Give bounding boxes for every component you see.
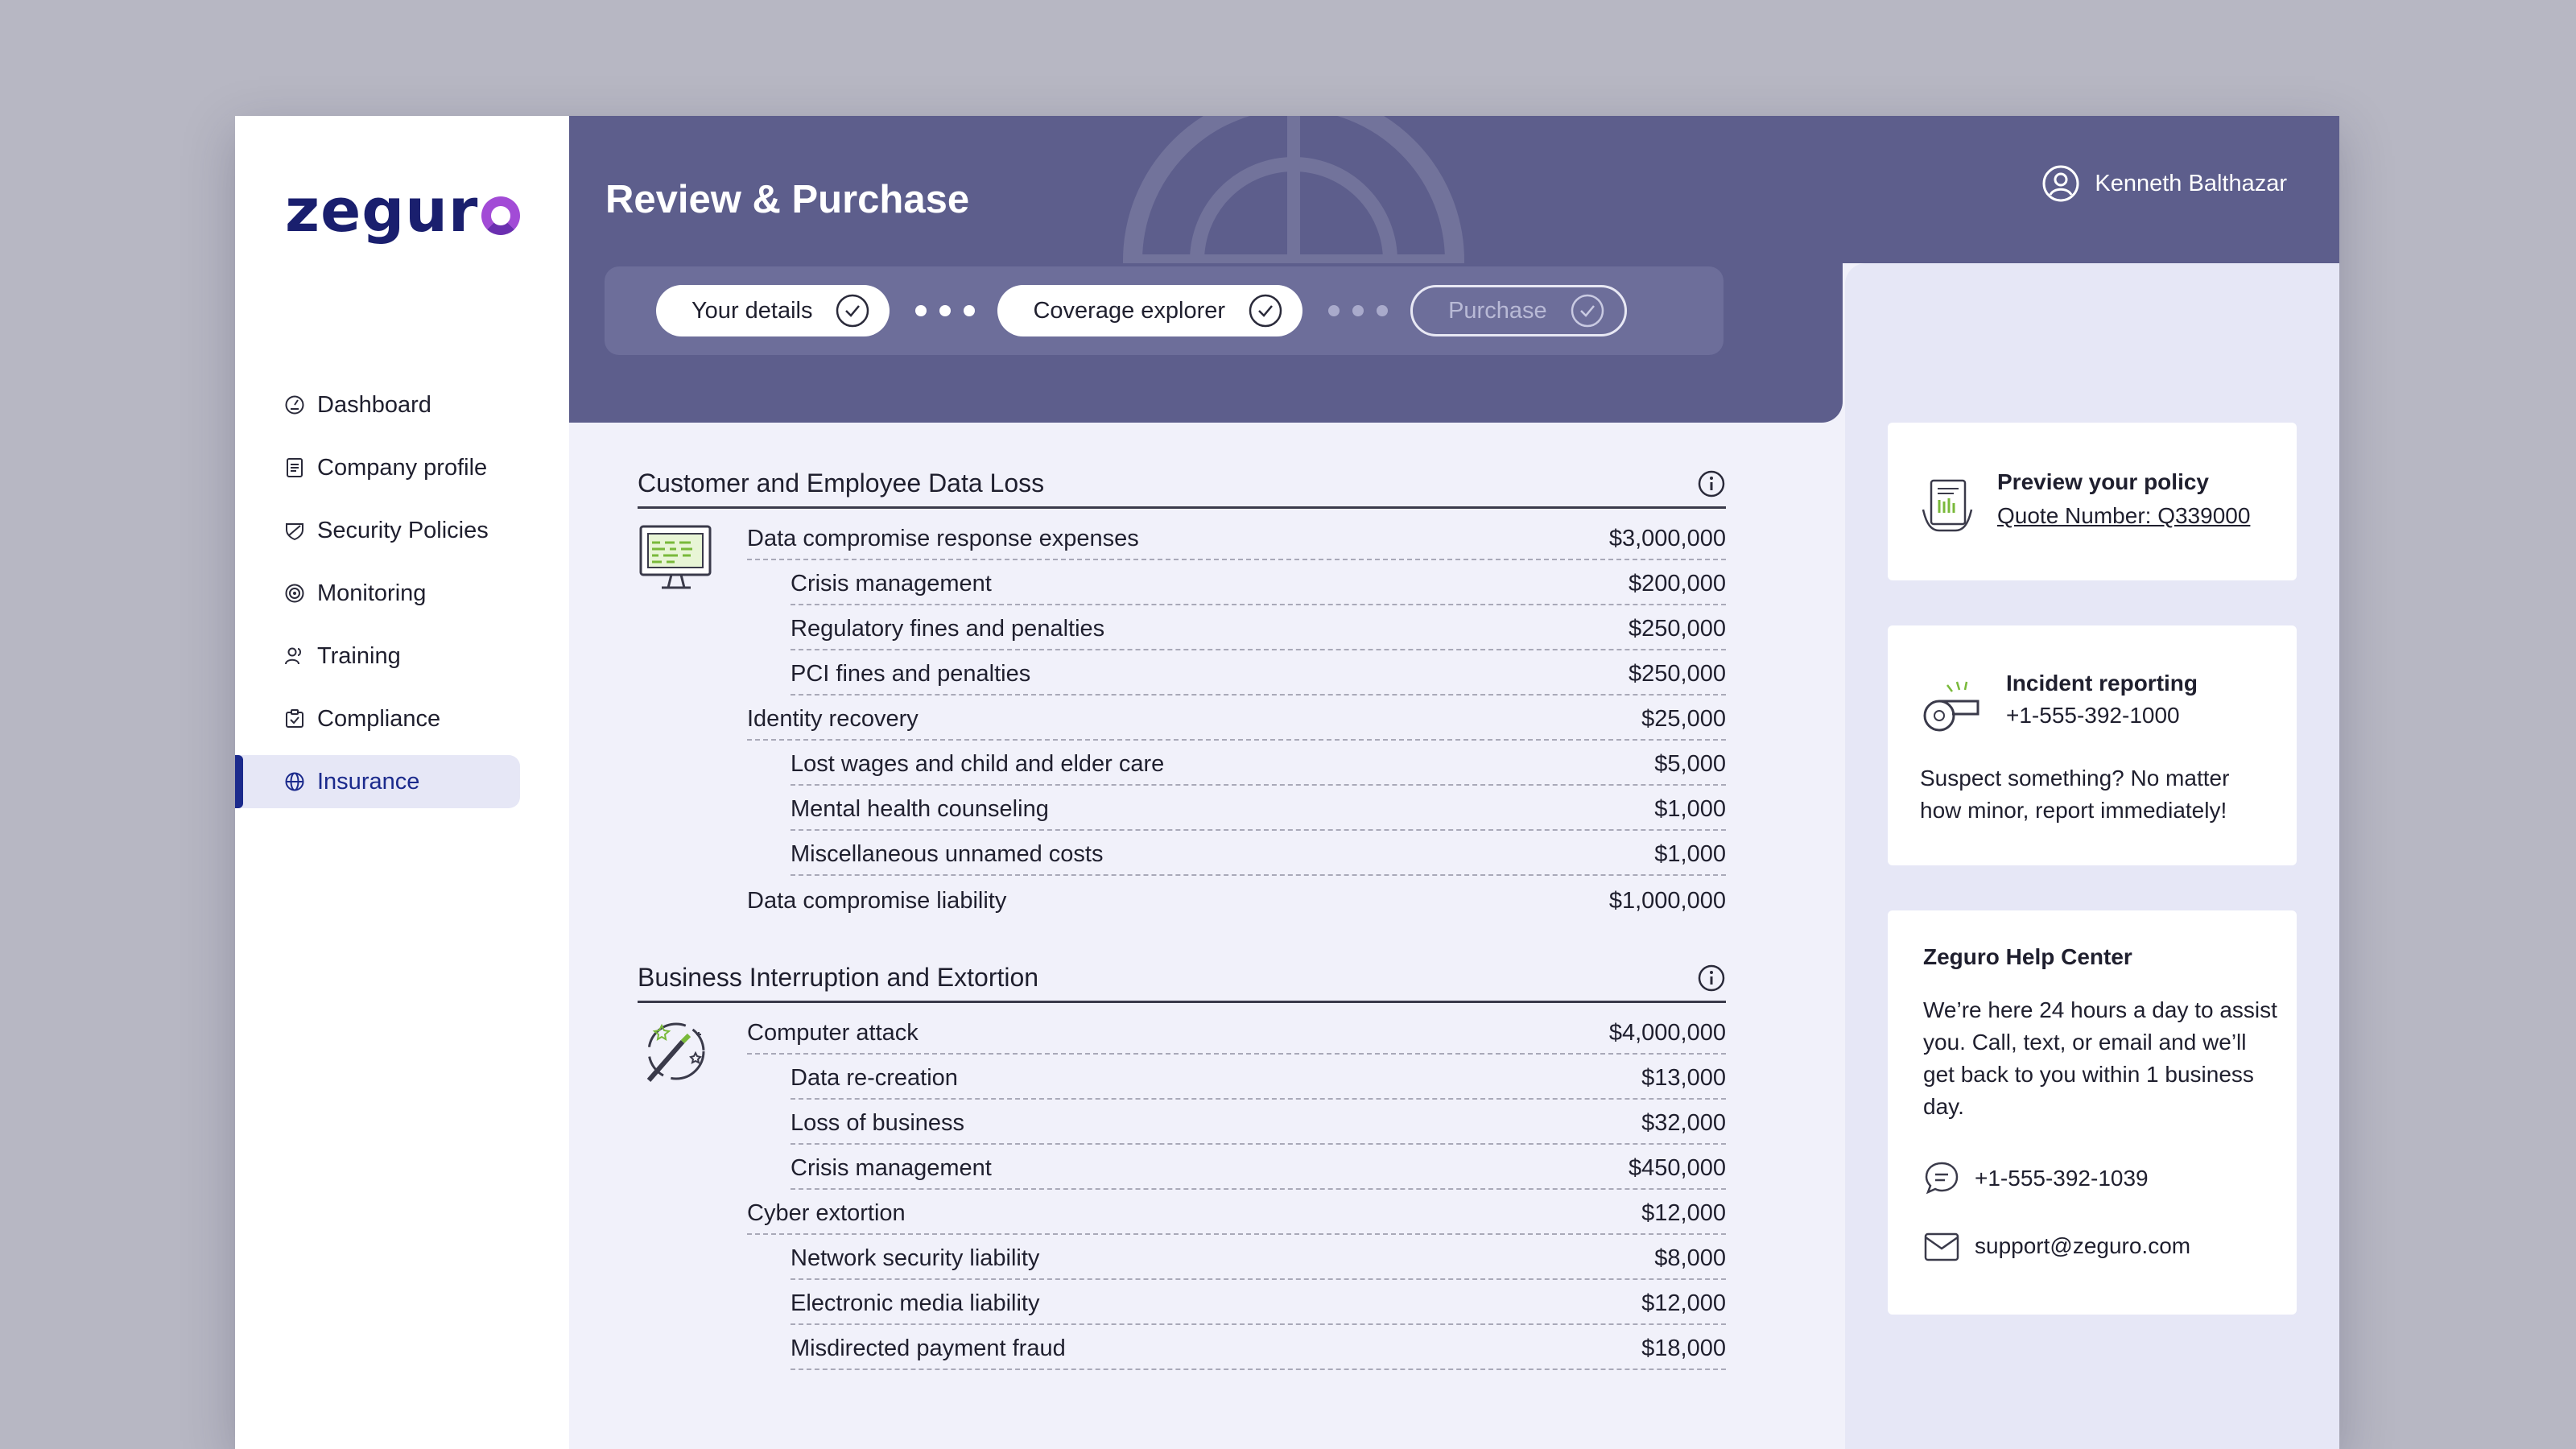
page-title: Review & Purchase — [605, 178, 970, 221]
coverage-row: Network security liability $8,000 — [791, 1235, 1726, 1280]
radar-icon — [283, 582, 306, 605]
clipboard-icon — [283, 708, 306, 730]
coverage-row: Computer attack $4,000,000 — [747, 1009, 1726, 1055]
user-avatar-icon — [2041, 164, 2080, 203]
sidebar-item-dashboard[interactable] — [235, 378, 569, 431]
step-connector — [909, 305, 981, 316]
dashboard-icon — [283, 394, 306, 416]
incident-reporting-card — [1888, 625, 2297, 865]
card-title: Incident reporting — [2006, 671, 2198, 696]
section-header — [638, 454, 1726, 509]
app-window — [235, 116, 2339, 1449]
sidebar-item-label: Company profile — [317, 454, 488, 481]
coverage-row: Data compromise liability $1,000,000 — [747, 888, 1726, 914]
sidebar-item-label: Dashboard — [317, 391, 431, 418]
incident-description: Suspect something? No matter how minor, report immediately! — [1920, 766, 2230, 823]
step-label: Your details — [691, 297, 813, 324]
globe-icon — [283, 770, 306, 793]
coverage-row: Miscellaneous unnamed costs $1,000 — [791, 831, 1726, 876]
sidebar-item-label: Training — [317, 642, 401, 669]
coverage-row: Lost wages and child and elder care $5,000 — [791, 741, 1726, 786]
computer-monitor-icon — [638, 523, 715, 592]
step-coverage-explorer[interactable] — [997, 285, 1302, 336]
step-connector — [1322, 305, 1394, 316]
sidebar-item-training[interactable] — [235, 630, 569, 683]
user-name: Kenneth Balthazar — [2095, 170, 2287, 196]
coverage-list — [747, 1009, 1726, 1370]
policy-preview-card[interactable] — [1888, 423, 2297, 580]
sidebar-item-security-policies[interactable] — [235, 504, 569, 557]
card-title: Preview your policy — [1997, 469, 2209, 494]
progress-stepper — [605, 266, 1724, 355]
step-purchase[interactable] — [1410, 285, 1627, 336]
info-icon[interactable] — [1697, 964, 1726, 993]
chat-bubble-icon — [1923, 1160, 1960, 1197]
coverage-summary — [638, 454, 1805, 1370]
coverage-row: Crisis management $450,000 — [791, 1145, 1726, 1190]
magic-wand-icon — [638, 1018, 715, 1090]
section-title: Customer and Employee Data Loss — [638, 469, 1045, 497]
card-title: Zeguro Help Center — [1923, 944, 2132, 969]
coverage-row: Electronic media liability $12,000 — [791, 1280, 1726, 1325]
coverage-row: Crisis management $200,000 — [791, 560, 1726, 605]
right-panel — [1845, 263, 2339, 1449]
user-menu[interactable] — [2041, 164, 2287, 203]
sidebar-item-label: Security Policies — [317, 517, 489, 543]
sidebar-nav — [235, 378, 569, 818]
sidebar-item-company-profile[interactable] — [235, 441, 569, 494]
step-your-details[interactable] — [656, 285, 890, 336]
help-phone: +1-555-392-1039 — [1975, 1166, 2149, 1191]
incident-phone[interactable]: +1-555-392-1000 — [2006, 703, 2180, 728]
section-business-interruption — [638, 948, 1805, 1370]
coverage-row: Mental health counseling $1,000 — [791, 786, 1726, 831]
header — [569, 116, 2339, 263]
sidebar-item-label: Monitoring — [317, 580, 427, 606]
coverage-row: Data re-creation $13,000 — [791, 1055, 1726, 1100]
check-circle-icon — [1248, 293, 1283, 328]
sidebar-item-compliance[interactable] — [235, 692, 569, 745]
sidebar-item-insurance[interactable] — [235, 755, 520, 808]
stepper-band — [569, 263, 1843, 423]
coverage-list — [747, 515, 1726, 921]
section-data-loss — [638, 454, 1805, 948]
step-label: Coverage explorer — [1033, 297, 1226, 324]
sidebar-item-label: Insurance — [317, 768, 420, 795]
coverage-row: Cyber extortion $12,000 — [747, 1190, 1726, 1235]
check-circle-icon — [1570, 293, 1605, 328]
shield-icon — [283, 519, 306, 542]
sidebar — [235, 116, 569, 1449]
coverage-row: PCI fines and penalties $250,000 — [791, 650, 1726, 696]
sidebar-item-label: Compliance — [317, 705, 441, 732]
coverage-row: Regulatory fines and penalties $250,000 — [791, 605, 1726, 650]
coverage-row: Data compromise response expenses $3,000,000 — [747, 515, 1726, 560]
coverage-row: Loss of business $32,000 — [791, 1100, 1726, 1145]
step-label: Purchase — [1448, 297, 1547, 324]
help-email: support@zeguro.com — [1975, 1233, 2191, 1258]
check-circle-icon — [835, 293, 870, 328]
coverage-row: Misdirected payment fraud $18,000 — [791, 1325, 1726, 1370]
quote-number-link[interactable]: Quote Number: Q339000 — [1997, 503, 2251, 528]
whistle-icon — [1917, 679, 1984, 737]
coverage-row: Identity recovery $25,000 — [747, 696, 1726, 741]
section-header — [638, 948, 1726, 1003]
section-title: Business Interruption and Extortion — [638, 963, 1039, 992]
info-icon[interactable] — [1697, 469, 1726, 498]
logo-text: zegur — [285, 176, 479, 246]
policy-document-icon — [1920, 477, 1975, 535]
logo-mark-icon — [481, 196, 520, 235]
document-icon — [283, 456, 306, 479]
sidebar-item-monitoring[interactable] — [235, 567, 569, 620]
logo[interactable] — [285, 176, 520, 246]
people-icon — [283, 645, 306, 667]
help-email-row[interactable] — [1923, 1228, 2190, 1265]
help-phone-row[interactable] — [1923, 1160, 2149, 1197]
help-center-card — [1888, 910, 2297, 1315]
decorative-globe-icon — [1084, 116, 1503, 263]
help-description: We’re here 24 hours a day to assist you. Call, text, or email and we’ll get back to you within 1 business day. — [1923, 997, 2277, 1119]
envelope-icon — [1923, 1228, 1960, 1265]
